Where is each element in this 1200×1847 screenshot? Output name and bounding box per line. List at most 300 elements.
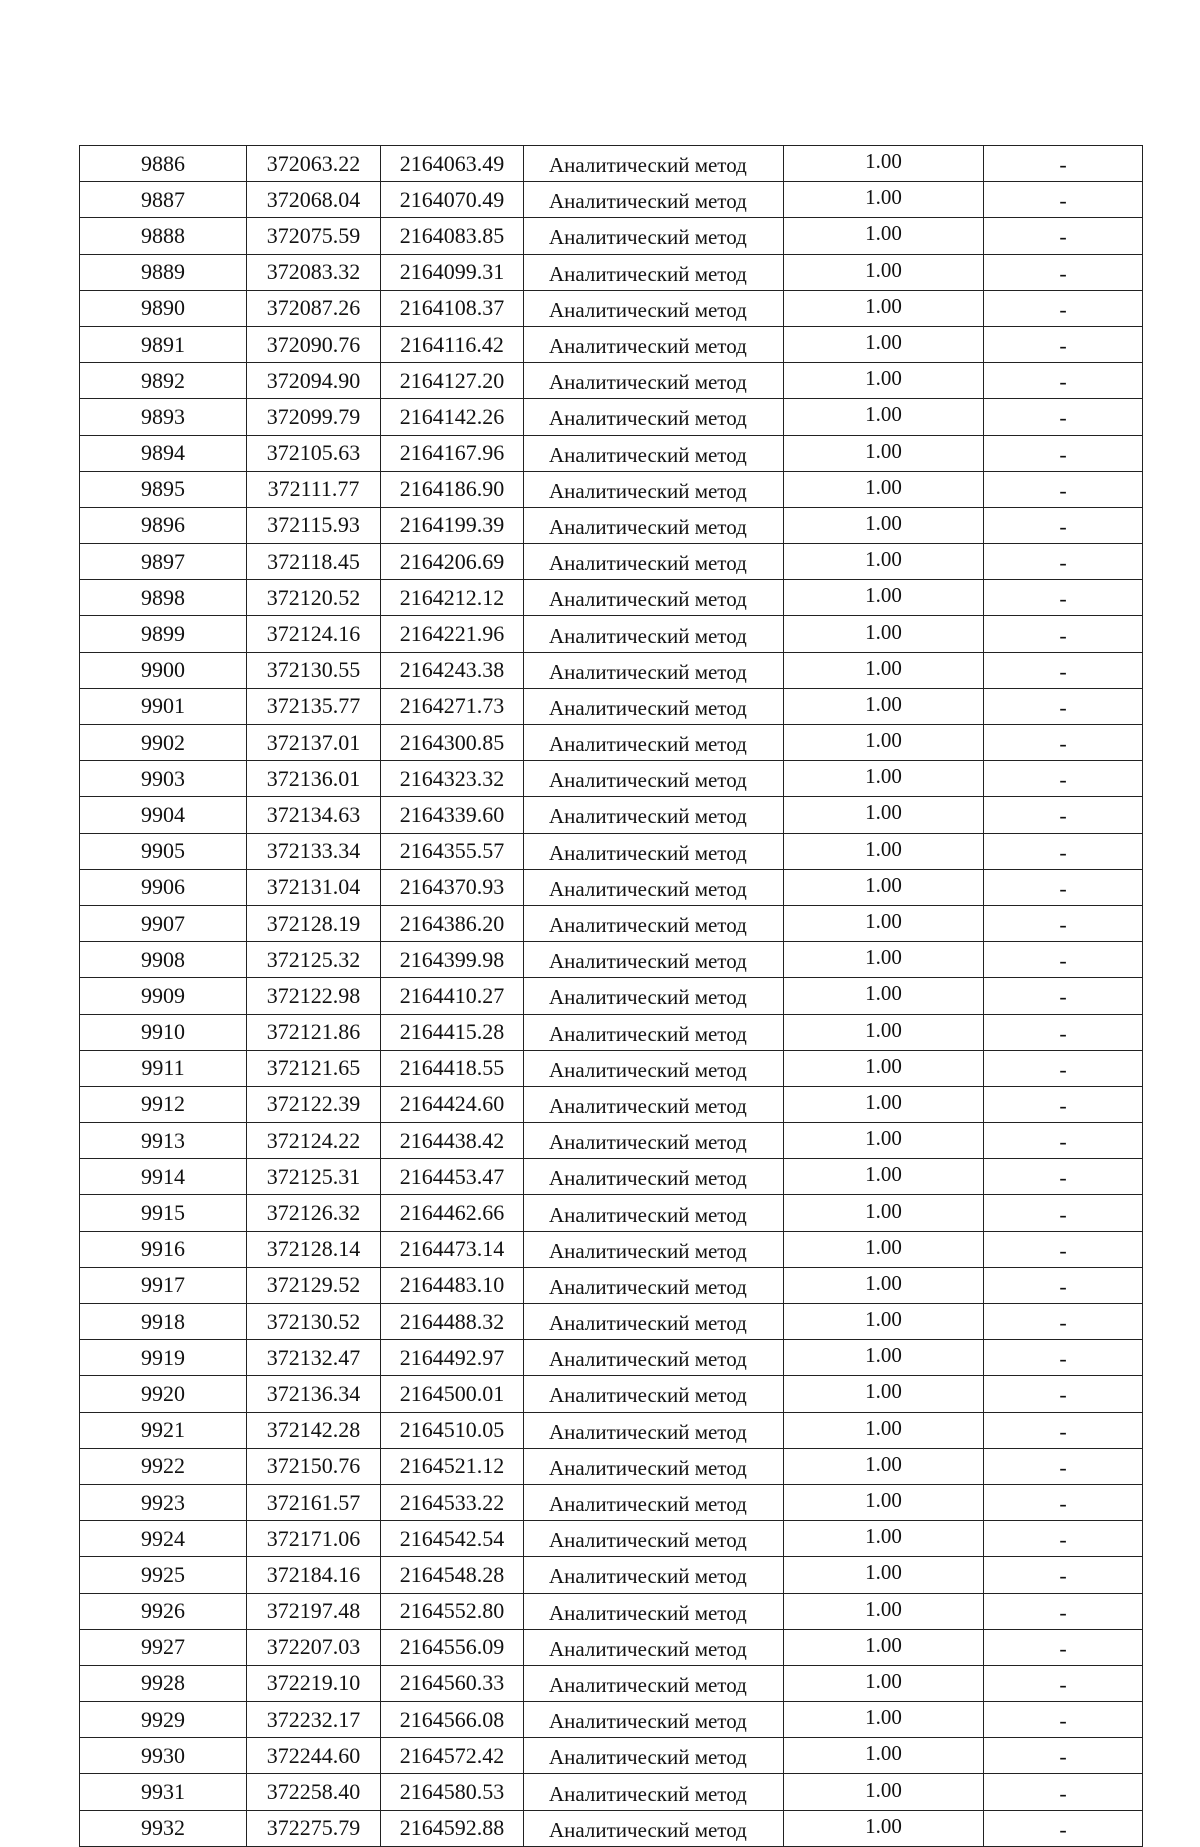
accuracy-cell: 1.00 [784,254,984,290]
description-cell: - [984,1810,1143,1846]
point-number-cell: 9913 [80,1123,247,1159]
description-cell: - [984,616,1143,652]
method-cell: Аналитический метод [524,1231,784,1267]
method-cell: Аналитический метод [524,471,784,507]
y-coordinate-cell: 2164548.28 [381,1557,524,1593]
x-coordinate-cell: 372137.01 [247,725,381,761]
x-coordinate-cell: 372130.52 [247,1304,381,1340]
table-row [80,1304,1143,1340]
point-number-cell: 9886 [80,146,247,182]
y-coordinate-cell: 2164142.26 [381,399,524,435]
accuracy-cell: 1.00 [784,1593,984,1629]
description-cell: - [984,326,1143,362]
description-cell: - [984,471,1143,507]
y-coordinate-cell: 2164099.31 [381,254,524,290]
table-row [80,254,1143,290]
point-number-cell: 9911 [80,1050,247,1086]
accuracy-cell: 1.00 [784,1376,984,1412]
point-number-cell: 9908 [80,942,247,978]
method-cell: Аналитический метод [524,761,784,797]
description-cell: - [984,1521,1143,1557]
table-row [80,544,1143,580]
x-coordinate-cell: 372118.45 [247,544,381,580]
y-coordinate-cell: 2164186.90 [381,471,524,507]
point-number-cell: 9887 [80,182,247,218]
method-cell: Аналитический метод [524,146,784,182]
point-number-cell: 9896 [80,507,247,543]
x-coordinate-cell: 372063.22 [247,146,381,182]
x-coordinate-cell: 372136.34 [247,1376,381,1412]
y-coordinate-cell: 2164492.97 [381,1340,524,1376]
x-coordinate-cell: 372133.34 [247,833,381,869]
accuracy-cell: 1.00 [784,1159,984,1195]
y-coordinate-cell: 2164521.12 [381,1448,524,1484]
point-number-cell: 9916 [80,1231,247,1267]
method-cell: Аналитический метод [524,1159,784,1195]
description-cell: - [984,1738,1143,1774]
point-number-cell: 9920 [80,1376,247,1412]
table-row [80,1086,1143,1122]
table-row [80,1231,1143,1267]
method-cell: Аналитический метод [524,1738,784,1774]
accuracy-cell: 1.00 [784,1267,984,1303]
description-cell: - [984,761,1143,797]
description-cell: - [984,1702,1143,1738]
point-number-cell: 9897 [80,544,247,580]
x-coordinate-cell: 372075.59 [247,218,381,254]
description-cell: - [984,1448,1143,1484]
description-cell: - [984,1086,1143,1122]
method-cell: Аналитический метод [524,435,784,471]
description-cell: - [984,435,1143,471]
y-coordinate-cell: 2164199.39 [381,507,524,543]
x-coordinate-cell: 372125.31 [247,1159,381,1195]
point-number-cell: 9899 [80,616,247,652]
point-number-cell: 9917 [80,1267,247,1303]
description-cell: - [984,580,1143,616]
table-row [80,1738,1143,1774]
y-coordinate-cell: 2164510.05 [381,1412,524,1448]
table-row [80,218,1143,254]
x-coordinate-cell: 372232.17 [247,1702,381,1738]
point-number-cell: 9929 [80,1702,247,1738]
x-coordinate-cell: 372128.14 [247,1231,381,1267]
point-number-cell: 9926 [80,1593,247,1629]
x-coordinate-cell: 372197.48 [247,1593,381,1629]
y-coordinate-cell: 2164418.55 [381,1050,524,1086]
description-cell: - [984,182,1143,218]
x-coordinate-cell: 372111.77 [247,471,381,507]
method-cell: Аналитический метод [524,290,784,326]
table-row [80,905,1143,941]
table-row [80,471,1143,507]
method-cell: Аналитический метод [524,1376,784,1412]
accuracy-cell: 1.00 [784,1123,984,1159]
point-number-cell: 9921 [80,1412,247,1448]
method-cell: Аналитический метод [524,1593,784,1629]
x-coordinate-cell: 372115.93 [247,507,381,543]
method-cell: Аналитический метод [524,1774,784,1810]
y-coordinate-cell: 2164483.10 [381,1267,524,1303]
point-number-cell: 9910 [80,1014,247,1050]
description-cell: - [984,833,1143,869]
table-row [80,507,1143,543]
y-coordinate-cell: 2164399.98 [381,942,524,978]
table-row [80,1340,1143,1376]
description-cell: - [984,942,1143,978]
table-row [80,942,1143,978]
accuracy-cell: 1.00 [784,1448,984,1484]
x-coordinate-cell: 372132.47 [247,1340,381,1376]
accuracy-cell: 1.00 [784,363,984,399]
table-row [80,399,1143,435]
y-coordinate-cell: 2164410.27 [381,978,524,1014]
accuracy-cell: 1.00 [784,761,984,797]
method-cell: Аналитический метод [524,1448,784,1484]
point-number-cell: 9891 [80,326,247,362]
description-cell: - [984,1231,1143,1267]
y-coordinate-cell: 2164339.60 [381,797,524,833]
y-coordinate-cell: 2164370.93 [381,869,524,905]
method-cell: Аналитический метод [524,1412,784,1448]
description-cell: - [984,1557,1143,1593]
accuracy-cell: 1.00 [784,1629,984,1665]
accuracy-cell: 1.00 [784,471,984,507]
point-number-cell: 9900 [80,652,247,688]
table-row [80,580,1143,616]
method-cell: Аналитический метод [524,363,784,399]
accuracy-cell: 1.00 [784,1014,984,1050]
x-coordinate-cell: 372184.16 [247,1557,381,1593]
description-cell: - [984,978,1143,1014]
accuracy-cell: 1.00 [784,1774,984,1810]
point-number-cell: 9895 [80,471,247,507]
table-row [80,435,1143,471]
point-number-cell: 9904 [80,797,247,833]
x-coordinate-cell: 372207.03 [247,1629,381,1665]
accuracy-cell: 1.00 [784,833,984,869]
x-coordinate-cell: 372150.76 [247,1448,381,1484]
point-number-cell: 9892 [80,363,247,399]
method-cell: Аналитический метод [524,1086,784,1122]
coordinates-table-body [80,146,1143,1847]
method-cell: Аналитический метод [524,725,784,761]
method-cell: Аналитический метод [524,833,784,869]
table-row [80,833,1143,869]
y-coordinate-cell: 2164116.42 [381,326,524,362]
table-row [80,761,1143,797]
y-coordinate-cell: 2164415.28 [381,1014,524,1050]
description-cell: - [984,1376,1143,1412]
method-cell: Аналитический метод [524,1557,784,1593]
x-coordinate-cell: 372125.32 [247,942,381,978]
accuracy-cell: 1.00 [784,1231,984,1267]
point-number-cell: 9894 [80,435,247,471]
table-row [80,146,1143,182]
x-coordinate-cell: 372171.06 [247,1521,381,1557]
method-cell: Аналитический метод [524,978,784,1014]
method-cell: Аналитический метод [524,1123,784,1159]
method-cell: Аналитический метод [524,797,784,833]
y-coordinate-cell: 2164473.14 [381,1231,524,1267]
x-coordinate-cell: 372161.57 [247,1484,381,1520]
description-cell: - [984,1123,1143,1159]
accuracy-cell: 1.00 [784,1702,984,1738]
y-coordinate-cell: 2164542.54 [381,1521,524,1557]
x-coordinate-cell: 372128.19 [247,905,381,941]
point-number-cell: 9909 [80,978,247,1014]
method-cell: Аналитический метод [524,182,784,218]
description-cell: - [984,1412,1143,1448]
table-row [80,1050,1143,1086]
x-coordinate-cell: 372122.39 [247,1086,381,1122]
description-cell: - [984,1304,1143,1340]
y-coordinate-cell: 2164323.32 [381,761,524,797]
y-coordinate-cell: 2164063.49 [381,146,524,182]
table-row [80,1123,1143,1159]
x-coordinate-cell: 372083.32 [247,254,381,290]
y-coordinate-cell: 2164533.22 [381,1484,524,1520]
point-number-cell: 9930 [80,1738,247,1774]
table-row [80,1448,1143,1484]
accuracy-cell: 1.00 [784,725,984,761]
accuracy-cell: 1.00 [784,978,984,1014]
accuracy-cell: 1.00 [784,1521,984,1557]
accuracy-cell: 1.00 [784,182,984,218]
coordinates-table [79,145,1143,1847]
description-cell: - [984,797,1143,833]
method-cell: Аналитический метод [524,218,784,254]
point-number-cell: 9905 [80,833,247,869]
point-number-cell: 9924 [80,1521,247,1557]
y-coordinate-cell: 2164580.53 [381,1774,524,1810]
description-cell: - [984,290,1143,326]
method-cell: Аналитический метод [524,1810,784,1846]
description-cell: - [984,1593,1143,1629]
accuracy-cell: 1.00 [784,1810,984,1846]
description-cell: - [984,688,1143,724]
x-coordinate-cell: 372120.52 [247,580,381,616]
table-row [80,1521,1143,1557]
y-coordinate-cell: 2164070.49 [381,182,524,218]
description-cell: - [984,1665,1143,1701]
y-coordinate-cell: 2164453.47 [381,1159,524,1195]
description-cell: - [984,254,1143,290]
point-number-cell: 9914 [80,1159,247,1195]
description-cell: - [984,1629,1143,1665]
point-number-cell: 9888 [80,218,247,254]
method-cell: Аналитический метод [524,326,784,362]
accuracy-cell: 1.00 [784,1557,984,1593]
table-row [80,1159,1143,1195]
point-number-cell: 9889 [80,254,247,290]
accuracy-cell: 1.00 [784,797,984,833]
y-coordinate-cell: 2164438.42 [381,1123,524,1159]
accuracy-cell: 1.00 [784,544,984,580]
table-row [80,1665,1143,1701]
accuracy-cell: 1.00 [784,146,984,182]
accuracy-cell: 1.00 [784,616,984,652]
method-cell: Аналитический метод [524,507,784,543]
point-number-cell: 9919 [80,1340,247,1376]
x-coordinate-cell: 372087.26 [247,290,381,326]
y-coordinate-cell: 2164271.73 [381,688,524,724]
x-coordinate-cell: 372122.98 [247,978,381,1014]
y-coordinate-cell: 2164221.96 [381,616,524,652]
point-number-cell: 9890 [80,290,247,326]
point-number-cell: 9901 [80,688,247,724]
x-coordinate-cell: 372090.76 [247,326,381,362]
x-coordinate-cell: 372244.60 [247,1738,381,1774]
description-cell: - [984,218,1143,254]
method-cell: Аналитический метод [524,254,784,290]
accuracy-cell: 1.00 [784,290,984,326]
x-coordinate-cell: 372134.63 [247,797,381,833]
table-row [80,1557,1143,1593]
table-row [80,1702,1143,1738]
accuracy-cell: 1.00 [784,1086,984,1122]
point-number-cell: 9898 [80,580,247,616]
description-cell: - [984,544,1143,580]
table-row [80,1810,1143,1846]
accuracy-cell: 1.00 [784,1340,984,1376]
y-coordinate-cell: 2164386.20 [381,905,524,941]
table-row [80,182,1143,218]
description-cell: - [984,507,1143,543]
description-cell: - [984,1267,1143,1303]
point-number-cell: 9915 [80,1195,247,1231]
description-cell: - [984,399,1143,435]
y-coordinate-cell: 2164167.96 [381,435,524,471]
x-coordinate-cell: 372135.77 [247,688,381,724]
y-coordinate-cell: 2164500.01 [381,1376,524,1412]
y-coordinate-cell: 2164488.32 [381,1304,524,1340]
point-number-cell: 9893 [80,399,247,435]
table-row [80,290,1143,326]
x-coordinate-cell: 372121.65 [247,1050,381,1086]
accuracy-cell: 1.00 [784,942,984,978]
point-number-cell: 9932 [80,1810,247,1846]
description-cell: - [984,363,1143,399]
description-cell: - [984,652,1143,688]
description-cell: - [984,1774,1143,1810]
point-number-cell: 9922 [80,1448,247,1484]
description-cell: - [984,725,1143,761]
accuracy-cell: 1.00 [784,1738,984,1774]
accuracy-cell: 1.00 [784,218,984,254]
table-row [80,326,1143,362]
method-cell: Аналитический метод [524,1267,784,1303]
y-coordinate-cell: 2164552.80 [381,1593,524,1629]
description-cell: - [984,146,1143,182]
method-cell: Аналитический метод [524,616,784,652]
table-row [80,1774,1143,1810]
method-cell: Аналитический метод [524,905,784,941]
accuracy-cell: 1.00 [784,1195,984,1231]
x-coordinate-cell: 372131.04 [247,869,381,905]
point-number-cell: 9923 [80,1484,247,1520]
point-number-cell: 9903 [80,761,247,797]
method-cell: Аналитический метод [524,1195,784,1231]
x-coordinate-cell: 372219.10 [247,1665,381,1701]
y-coordinate-cell: 2164556.09 [381,1629,524,1665]
table-row [80,1014,1143,1050]
x-coordinate-cell: 372094.90 [247,363,381,399]
table-row [80,688,1143,724]
accuracy-cell: 1.00 [784,435,984,471]
method-cell: Аналитический метод [524,1050,784,1086]
description-cell: - [984,1014,1143,1050]
y-coordinate-cell: 2164592.88 [381,1810,524,1846]
method-cell: Аналитический метод [524,1014,784,1050]
method-cell: Аналитический метод [524,1629,784,1665]
x-coordinate-cell: 372068.04 [247,182,381,218]
table-row [80,797,1143,833]
x-coordinate-cell: 372099.79 [247,399,381,435]
y-coordinate-cell: 2164212.12 [381,580,524,616]
y-coordinate-cell: 2164572.42 [381,1738,524,1774]
point-number-cell: 9906 [80,869,247,905]
table-row [80,363,1143,399]
method-cell: Аналитический метод [524,544,784,580]
method-cell: Аналитический метод [524,1702,784,1738]
table-row [80,1629,1143,1665]
x-coordinate-cell: 372124.16 [247,616,381,652]
method-cell: Аналитический метод [524,399,784,435]
method-cell: Аналитический метод [524,1484,784,1520]
method-cell: Аналитический метод [524,1521,784,1557]
point-number-cell: 9918 [80,1304,247,1340]
y-coordinate-cell: 2164300.85 [381,725,524,761]
description-cell: - [984,1050,1143,1086]
method-cell: Аналитический метод [524,1340,784,1376]
description-cell: - [984,1195,1143,1231]
y-coordinate-cell: 2164206.69 [381,544,524,580]
table-row [80,1412,1143,1448]
x-coordinate-cell: 372142.28 [247,1412,381,1448]
table-row [80,652,1143,688]
description-cell: - [984,1484,1143,1520]
y-coordinate-cell: 2164424.60 [381,1086,524,1122]
point-number-cell: 9925 [80,1557,247,1593]
point-number-cell: 9912 [80,1086,247,1122]
accuracy-cell: 1.00 [784,652,984,688]
table-row [80,725,1143,761]
x-coordinate-cell: 372130.55 [247,652,381,688]
method-cell: Аналитический метод [524,652,784,688]
accuracy-cell: 1.00 [784,1484,984,1520]
method-cell: Аналитический метод [524,1665,784,1701]
y-coordinate-cell: 2164243.38 [381,652,524,688]
accuracy-cell: 1.00 [784,507,984,543]
table-row [80,1484,1143,1520]
y-coordinate-cell: 2164127.20 [381,363,524,399]
point-number-cell: 9927 [80,1629,247,1665]
y-coordinate-cell: 2164566.08 [381,1702,524,1738]
y-coordinate-cell: 2164462.66 [381,1195,524,1231]
accuracy-cell: 1.00 [784,326,984,362]
y-coordinate-cell: 2164108.37 [381,290,524,326]
method-cell: Аналитический метод [524,869,784,905]
x-coordinate-cell: 372275.79 [247,1810,381,1846]
x-coordinate-cell: 372129.52 [247,1267,381,1303]
y-coordinate-cell: 2164083.85 [381,218,524,254]
table-row [80,1593,1143,1629]
accuracy-cell: 1.00 [784,1665,984,1701]
accuracy-cell: 1.00 [784,688,984,724]
method-cell: Аналитический метод [524,688,784,724]
x-coordinate-cell: 372136.01 [247,761,381,797]
